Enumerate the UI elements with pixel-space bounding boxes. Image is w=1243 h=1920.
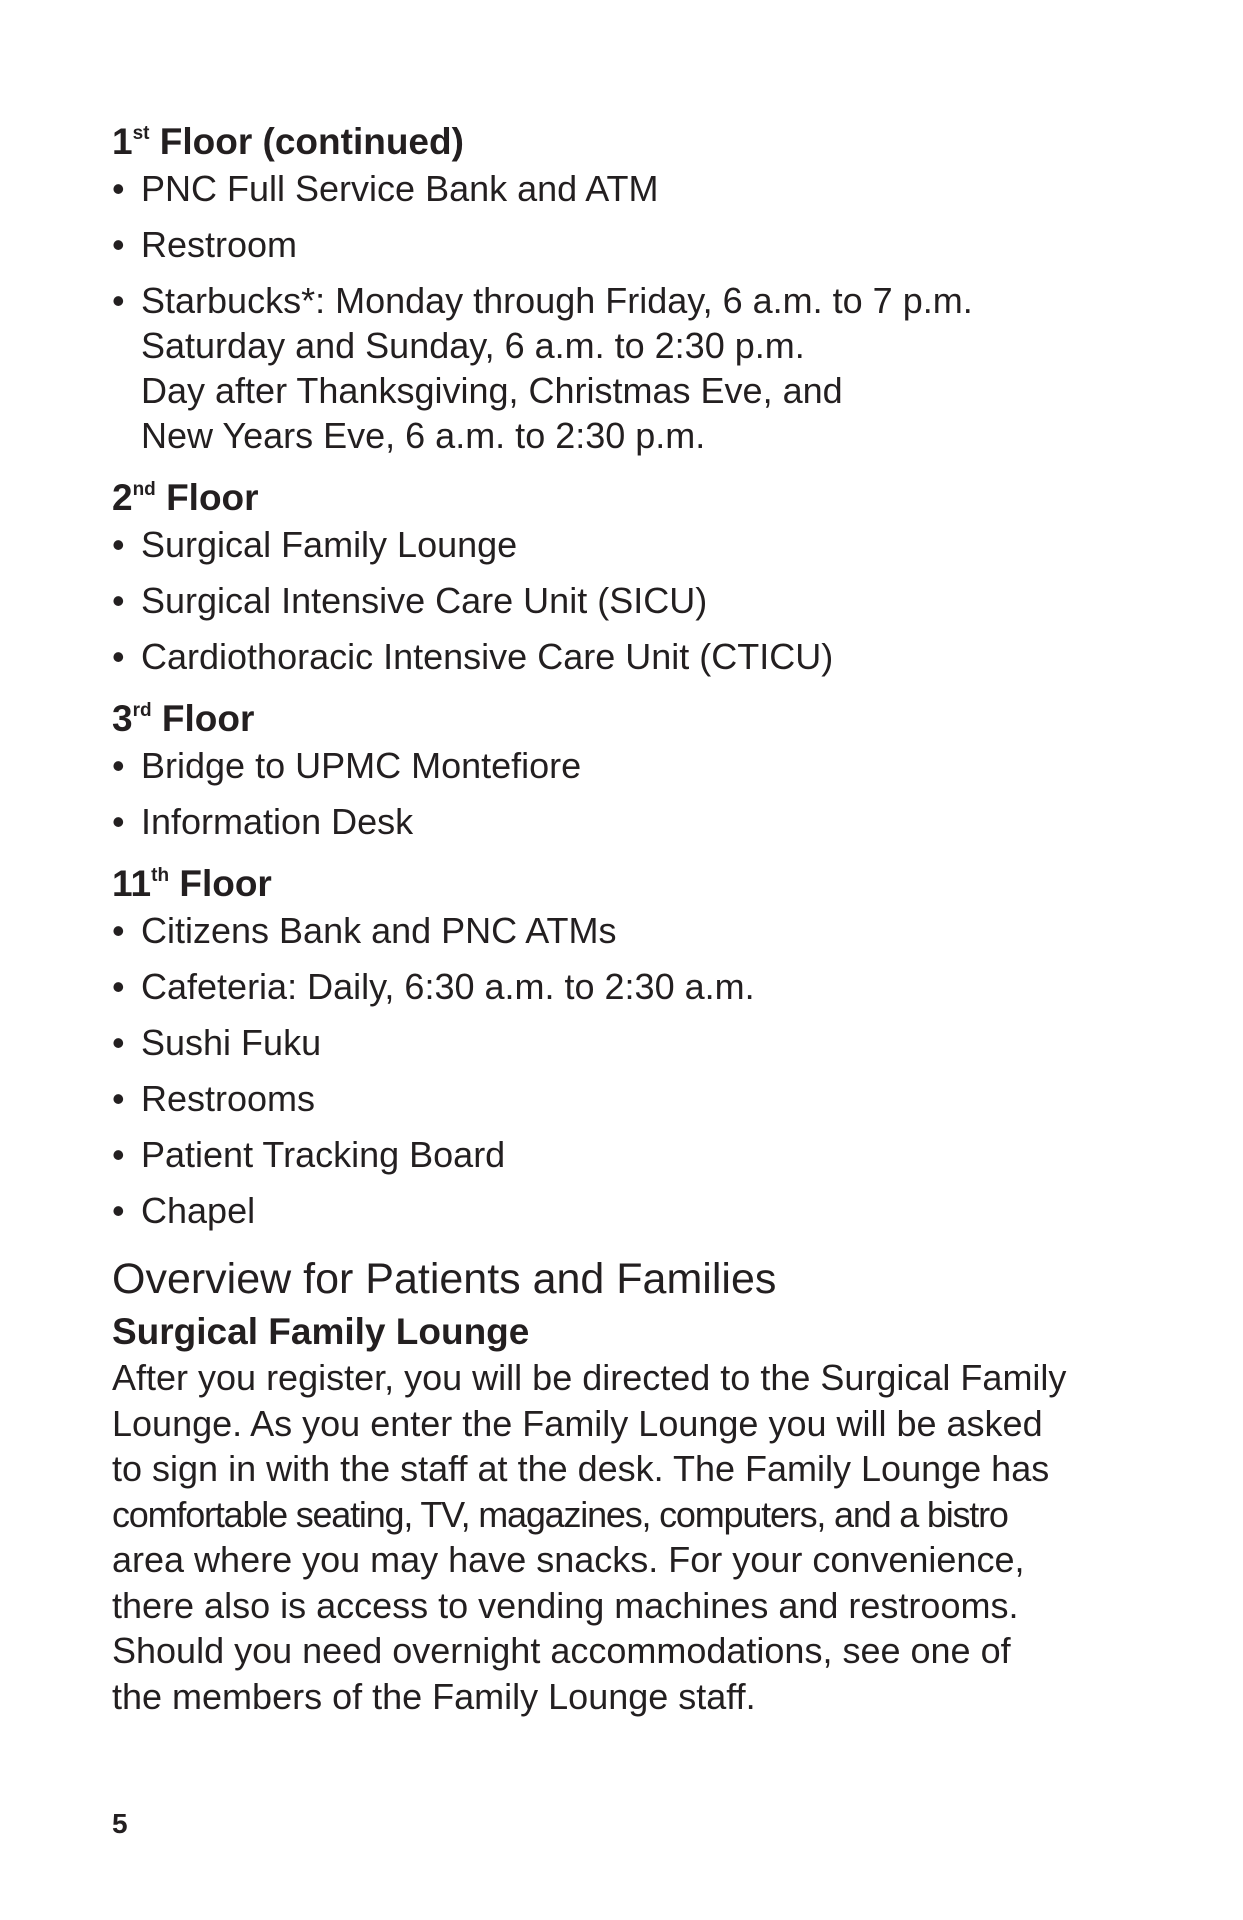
floor-title: Floor (161, 698, 255, 739)
list-item-text: • Cafeteria: Daily, 6:30 a.m. to 2:30 a.m. (141, 966, 755, 1007)
floor-section (112, 120, 1152, 458)
floor-title: Floor (179, 863, 272, 904)
list-item-text: • Information Desk (141, 801, 414, 842)
list-item-text: • PNC Full Service Bank and ATM (141, 168, 659, 209)
overview-paragraph (112, 1355, 1152, 1719)
amenity-list (112, 743, 1152, 844)
list-item-text: Saturday and Sunday, 6 a.m. to 2:30 p.m. (141, 325, 805, 366)
paragraph-line: there also is access to vending machines and restrooms. (112, 1584, 1019, 1626)
document-page (112, 120, 1152, 1719)
list-item (112, 578, 1152, 623)
floor-number: 11 (112, 863, 152, 904)
floor-title: Floor (continued) (159, 121, 464, 162)
list-item (112, 634, 1152, 679)
floor-ordinal-suffix: th (151, 864, 170, 886)
list-item-text: • Bridge to UPMC Montefiore (141, 745, 582, 786)
paragraph-line: the members of the Family Lounge staff. (112, 1675, 756, 1717)
page-number: 5 (112, 1808, 128, 1839)
floor-section (112, 697, 1152, 844)
floor-heading (112, 120, 1152, 164)
list-item-text: New Years Eve, 6 a.m. to 2:30 p.m. (141, 415, 706, 456)
list-item-text: • Restroom (141, 224, 298, 265)
floor-ordinal-suffix: nd (132, 478, 156, 500)
list-item (112, 1132, 1152, 1177)
list-item (112, 799, 1152, 844)
list-item-text: • Sushi Fuku (141, 1022, 322, 1063)
floor-section (112, 476, 1152, 679)
list-item (112, 222, 1152, 267)
floor-number: 1 (112, 121, 133, 162)
surgical-family-lounge-heading: Surgical Family Lounge (112, 1311, 530, 1352)
list-item-text: Day after Thanksgiving, Christmas Eve, and (141, 370, 843, 411)
list-item (112, 1076, 1152, 1121)
list-item-text: • Starbucks*: Monday through Friday, 6 a.m. to 7 p.m. (141, 280, 973, 321)
list-item-text: • Citizens Bank and PNC ATMs (141, 910, 617, 951)
paragraph-line: After you register, you will be directed to the Surgical Family (112, 1357, 1067, 1398)
floor-number: 2 (112, 477, 133, 518)
list-item (112, 1188, 1152, 1233)
floor-heading (112, 697, 1152, 741)
list-item-text: • Surgical Intensive Care Unit (SICU) (141, 580, 708, 621)
list-item (112, 964, 1152, 1009)
floor-heading (112, 476, 1152, 520)
floor-ordinal-suffix: st (132, 122, 150, 144)
amenity-list (112, 908, 1152, 1233)
floor-directory (112, 120, 1152, 1233)
amenity-list (112, 522, 1152, 679)
list-item-text: • Restrooms (141, 1078, 316, 1119)
list-item (112, 743, 1152, 788)
paragraph-line: to sign in with the staff at the desk. The Family Lounge has (112, 1448, 1050, 1489)
list-item (112, 522, 1152, 567)
floor-ordinal-suffix: rd (132, 699, 152, 721)
overview-title: Overview for Patients and Families (112, 1255, 777, 1303)
list-item-text: • Patient Tracking Board (141, 1134, 506, 1175)
list-item (112, 278, 1152, 458)
list-item-text: • Chapel (141, 1190, 256, 1231)
paragraph-line: area where you may have snacks. For your convenience, (112, 1539, 1025, 1580)
list-item (112, 908, 1152, 953)
floor-heading (112, 862, 1152, 906)
paragraph-line: Lounge. As you enter the Family Lounge you will be asked (112, 1402, 1043, 1444)
list-item-text: • Surgical Family Lounge (141, 524, 518, 565)
floor-section (112, 862, 1152, 1233)
paragraph-line: Should you need overnight accommodations, see one of (112, 1630, 1011, 1671)
floor-title: Floor (166, 477, 259, 518)
amenity-list (112, 166, 1152, 458)
list-item (112, 166, 1152, 211)
list-item (112, 1020, 1152, 1065)
paragraph-line: comfortable seating, TV, magazines, computers, and a bistro (112, 1493, 1008, 1535)
floor-number: 3 (112, 698, 133, 739)
list-item-text: • Cardiothoracic Intensive Care Unit (CTICU) (141, 636, 834, 677)
